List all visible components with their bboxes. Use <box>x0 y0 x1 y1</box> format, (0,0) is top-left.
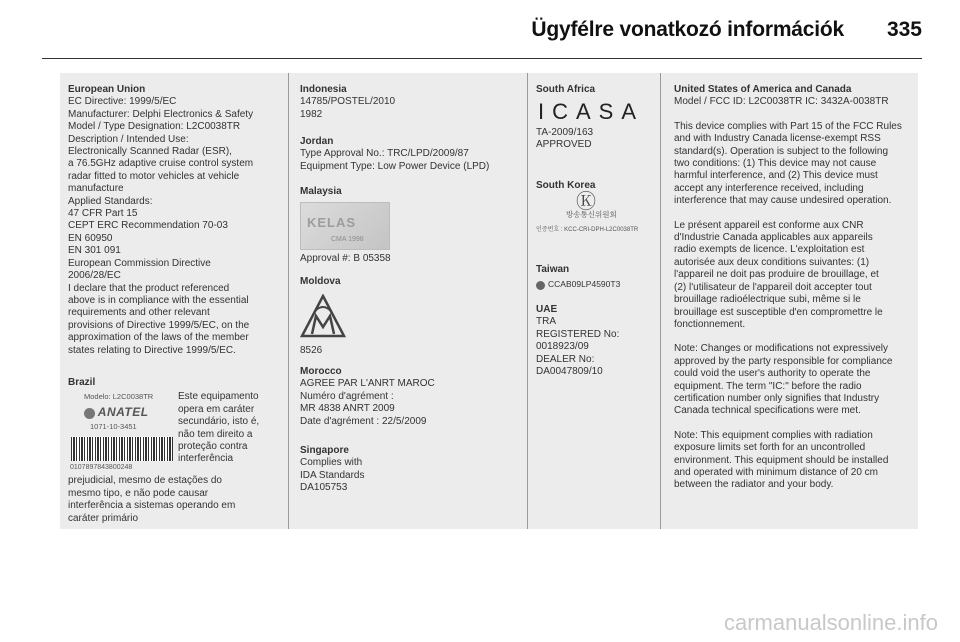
uae-text-line: TRA <box>536 316 556 328</box>
page-header <box>42 0 922 59</box>
section-malaysia <box>300 186 391 266</box>
ic-french-paragraph-line: radio exempts de licence. L'exploitation est <box>674 244 865 256</box>
jordan-text-line: Equipment Type: Low Power Device (LPD) <box>300 160 490 172</box>
eu-text-line: I declare that the product referenced <box>68 282 230 294</box>
barcode-number: 0107897843800248 <box>70 463 133 471</box>
eu-text-line: requirements and other relevant <box>68 307 210 319</box>
ncc-icon <box>536 281 545 290</box>
brazil-text-line: prejudicial, mesmo de estações do <box>68 475 222 487</box>
page-number: 335 <box>886 18 922 41</box>
brazil-side-line: interferência <box>178 453 234 465</box>
heading-moldova: Moldova <box>300 276 341 287</box>
brazil-side-line: secundário, isto é, <box>178 416 260 428</box>
column-eu-brazil <box>68 73 280 529</box>
fcc-paragraph-line: two conditions: (1) This device may not cause <box>674 158 877 170</box>
column-divider <box>527 73 528 529</box>
section-brazil <box>68 377 260 525</box>
eu-text-line: Model / Type Designation: L2C0038TR <box>68 121 241 133</box>
ic-french-paragraph-line: d'Industrie Canada applicables aux appareils <box>674 232 873 244</box>
uae-text-line: DEALER No: <box>536 353 595 365</box>
barcode <box>70 436 174 462</box>
eu-text-line: EC Directive: 1999/5/EC <box>68 96 177 108</box>
eu-text-line: a 76.5GHz adaptive cruise control system <box>68 158 254 170</box>
heading-south-korea: South Korea <box>536 180 596 191</box>
fcc-model-line: Model / FCC ID: L2C0038TR IC: 3432A-0038TR <box>674 96 889 108</box>
section-morocco <box>300 366 435 428</box>
jordan-text-line: Type Approval No.: TRC/LPD/2009/87 <box>300 148 469 160</box>
moldova-number: 8526 <box>300 344 323 356</box>
heading-uae: UAE <box>536 304 558 315</box>
note-radiation-line: environment. This equipment should be installed <box>674 454 889 466</box>
uae-text-line: 0018923/09 <box>536 341 589 353</box>
singapore-text-line: IDA Standards <box>300 469 365 481</box>
note-radiation-line: and operated with minimum distance of 20 cm <box>674 466 878 478</box>
brazil-text-line: interferência a sistemas operando em <box>68 500 236 512</box>
moldova-conformity-icon <box>300 294 346 340</box>
column-usa-canada <box>674 73 912 529</box>
fcc-paragraph-line: standard(s). Operation is subject to the following <box>674 145 888 157</box>
section-south-korea <box>536 180 638 237</box>
brazil-side-line: opera em caráter <box>178 403 255 415</box>
column-asia-africa <box>300 73 515 529</box>
uae-text-line: REGISTERED No: <box>536 328 620 340</box>
ic-french-paragraph-line: Le présent appareil est conforme aux CNR <box>674 219 864 231</box>
indonesia-text-line: 14785/POSTEL/2010 <box>300 96 396 108</box>
eu-text-line: Manufacturer: Delphi Electronics & Safety <box>68 108 254 120</box>
section-usa-canada <box>674 84 902 492</box>
ic-french-paragraph-line: brouillage est susceptible d'en compromettre le <box>674 306 883 318</box>
morocco-text-line: Numéro d'agrément : <box>300 390 394 402</box>
note-changes-line: approved by the party responsible for compliance <box>674 355 893 367</box>
eu-text-line: Electronically Scanned Radar (ESR), <box>68 146 232 158</box>
note-changes-line: Note: Changes or modifications not expressively <box>674 343 888 355</box>
heading-south-africa: South Africa <box>536 84 596 95</box>
kelas-logo: KELAS CMA 1998 <box>300 202 390 250</box>
morocco-text-line: AGREE PAR L'ANRT MAROC <box>300 378 435 390</box>
eu-text-line: above is in compliance with the essential <box>68 294 249 306</box>
ic-french-paragraph-line: l'appareil ne doit pas produire de brouillage, et <box>674 269 879 281</box>
column-africa-korea <box>536 73 648 529</box>
kcc-id: 인증번호 : KCC-CRI-DPH-L2C0038TR <box>536 227 639 234</box>
ic-french-paragraph-line: autorisée aux deux conditions suivantes: (1) <box>674 256 870 268</box>
malaysia-approval: Approval #: B 05358 <box>300 253 391 265</box>
eu-text-line: manufacture <box>68 183 124 195</box>
eu-text-line: Applied Standards: <box>68 195 153 207</box>
section-moldova <box>300 276 346 357</box>
certification-panel <box>60 73 918 529</box>
column-divider <box>660 73 661 529</box>
eu-text-line: EN 301 091 <box>68 245 121 257</box>
morocco-text-line: Date d'agrément : 22/5/2009 <box>300 415 427 427</box>
ic-french-paragraph-line: brouillage radioélectrique subi, même si le <box>674 294 861 306</box>
anatel-logo: ANATEL <box>84 406 174 420</box>
brazil-side-line: não tem direito a <box>178 428 253 440</box>
ic-french-paragraph-line: (2) l'utilisateur de l'appareil doit accepter tout <box>674 281 872 293</box>
ic-french-paragraph-line: fonctionnement. <box>674 318 746 330</box>
section-jordan <box>300 136 489 173</box>
south-africa-text-line: TA-2009/163 <box>536 126 594 138</box>
eu-text-line: approximation of the laws of the member <box>68 332 249 344</box>
eu-text-line: Description / Intended Use: <box>68 133 189 145</box>
indonesia-text-line: 1982 <box>300 108 323 120</box>
heading-malaysia: Malaysia <box>300 186 342 197</box>
singapore-text-line: DA105753 <box>300 482 348 494</box>
note-changes-line: certification number only signifies that Industry <box>674 392 880 404</box>
eu-text-line: 2006/28/EC <box>68 270 121 282</box>
heading-morocco: Morocco <box>300 366 342 377</box>
uae-text-line: DA0047809/10 <box>536 366 603 378</box>
brazil-side-line: Este equipamento <box>178 391 259 403</box>
kcc-name: 방송통신위원회 <box>566 209 617 219</box>
singapore-text-line: Complies with <box>300 457 363 469</box>
column-divider <box>288 73 289 529</box>
eu-text-line: 47 CFR Part 15 <box>68 208 138 220</box>
note-changes-line: Canada technical specifications were met. <box>674 405 861 417</box>
heading-european-union: European Union <box>68 84 146 95</box>
heading-jordan: Jordan <box>300 136 334 147</box>
kc-mark-icon: Ⓚ <box>576 191 596 214</box>
eu-text-line: radar fitted to motor vehicles at vehicle <box>68 170 240 182</box>
fcc-paragraph-line: This device complies with Part 15 of the FCC Rules <box>674 120 902 132</box>
icasa-logo: ICASA <box>538 99 645 125</box>
eu-text-line: provisions of Directive 1999/5/EC, on the <box>68 319 250 331</box>
eu-text-line: European Commission Directive <box>68 257 211 269</box>
eu-text-line: EN 60950 <box>68 232 113 244</box>
heading-indonesia: Indonesia <box>300 84 347 95</box>
note-changes-line: could void the user's authority to operate the <box>674 368 871 380</box>
fcc-paragraph-line: and with Industry Canada license-exempt RSS <box>674 133 881 145</box>
section-indonesia <box>300 84 395 121</box>
heading-usa-canada: United States of America and Canada <box>674 84 852 95</box>
section-singapore <box>300 445 364 495</box>
page-title: Ügyfélre vonatkozó információk <box>531 18 844 41</box>
watermark: carmanualsonline.info <box>723 610 938 635</box>
taiwan-code: CCAB09LP4590T3 <box>536 278 620 290</box>
heading-brazil: Brazil <box>68 377 96 388</box>
fcc-paragraph-line: accept any interference received, including <box>674 182 864 194</box>
fcc-paragraph-line: interference that may cause undesired operation. <box>674 195 892 207</box>
anatel-code: 1071-10-3451 <box>90 422 137 432</box>
anatel-model: Modelo: L2C0038TR <box>84 392 154 402</box>
section-south-africa <box>536 84 644 152</box>
note-radiation-line: Note: This equipment complies with radiation <box>674 429 873 441</box>
fcc-paragraph-line: harmful interference, and (2) This device must <box>674 170 878 182</box>
brazil-text-line: mesmo tipo, e não pode causar <box>68 487 209 499</box>
section-european-union <box>68 84 253 357</box>
south-africa-text-line: APPROVED <box>536 139 592 151</box>
section-uae <box>536 304 619 378</box>
morocco-text-line: MR 4838 ANRT 2009 <box>300 403 395 415</box>
eu-text-line: CEPT ERC Recommendation 70-03 <box>68 220 228 232</box>
note-radiation-line: between the radiator and your body. <box>674 479 834 491</box>
heading-taiwan: Taiwan <box>536 264 570 275</box>
eu-text-line: states relating to Directive 1999/5/EC. <box>68 344 236 356</box>
note-radiation-line: exposure limits set forth for an uncontrolled <box>674 442 866 454</box>
heading-singapore: Singapore <box>300 445 349 456</box>
section-taiwan <box>536 264 620 291</box>
brazil-text-line: caráter primário <box>68 512 139 524</box>
brazil-side-text <box>178 391 259 465</box>
brazil-side-line: proteção contra <box>178 441 248 453</box>
note-changes-line: equipment. The term "IC:" before the radio <box>674 380 862 392</box>
anatel-label <box>70 391 174 474</box>
